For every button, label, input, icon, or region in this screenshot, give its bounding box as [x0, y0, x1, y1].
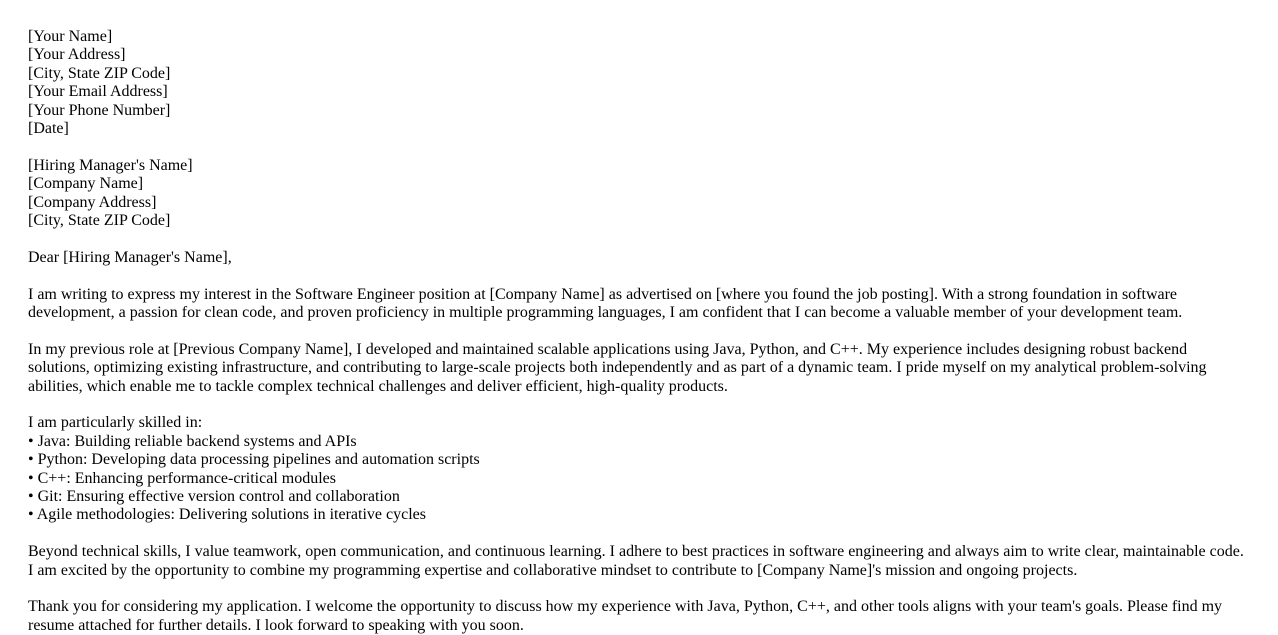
skill-item-java: • Java: Building reliable backend systems and APIs [28, 432, 357, 450]
sender-city-state-zip-placeholder: [City, State ZIP Code] [28, 64, 171, 82]
skill-item-cpp: • C++: Enhancing performance-critical modules [28, 469, 336, 487]
date-placeholder: [Date] [28, 120, 69, 138]
closing-paragraph: Thank you for considering my application. I welcome the opportunity to discuss how my experience with Java, Python, C++, and other tools aligns with your team's goals. Please find my resume attached for further details. I look forward to speaking with you soon. [28, 598, 1223, 634]
skills-section [28, 414, 1250, 524]
recipient-address-block [28, 157, 1250, 231]
salutation: Dear [Hiring Manager's Name], [28, 248, 232, 266]
intro-paragraph: I am writing to express my interest in the Software Engineer position at [Company Name] as advertised on [where you found the job posting]. With a strong foundation in software development, a passion for clean code, and proven proficiency in multiple programming languages, I am confident that I can become a valuable member of your development team. [28, 285, 1183, 322]
sender-address-block [28, 28, 1250, 138]
skills-intro: I am particularly skilled in: [28, 414, 203, 432]
skill-item-python: • Python: Developing data processing pipelines and automation scripts [28, 451, 480, 469]
sender-email-placeholder: [Your Email Address] [28, 83, 168, 101]
company-name-placeholder: [Company Name] [28, 175, 144, 193]
sender-address-placeholder: [Your Address] [28, 46, 126, 64]
sender-phone-placeholder: [Your Phone Number] [28, 101, 171, 119]
skill-item-git: • Git: Ensuring effective version control and collaboration [28, 488, 400, 506]
skill-item-agile: • Agile methodologies: Delivering solutions in iterative cycles [28, 506, 426, 524]
company-address-placeholder: [Company Address] [28, 193, 157, 211]
values-paragraph: Beyond technical skills, I value teamwork, open communication, and continuous learning. I adhere to best practices in software engineering and always aim to write clear, maintainable code. I am excited by the opportunity to combine my programming expertise and collaborative mindset to contribute to [Company Name]'s mission and ongoing projects. [28, 543, 1244, 579]
experience-paragraph: In my previous role at [Previous Company Name], I developed and maintained scalable applications using Java, Python, and C++. My experience includes designing robust backend solutions, optimizing existing infrastructure, and contributing to large-scale projects both independently and as part of a dynamic team. I pride myself on my analytical problem-solving abilities, which enable me to tackle complex technical challenges and deliver efficient, high-quality products. [28, 340, 1207, 395]
sender-name-placeholder: [Your Name] [28, 28, 113, 45]
hiring-manager-name-placeholder: [Hiring Manager's Name] [28, 156, 193, 174]
company-city-state-zip-placeholder: [City, State ZIP Code] [28, 212, 171, 230]
